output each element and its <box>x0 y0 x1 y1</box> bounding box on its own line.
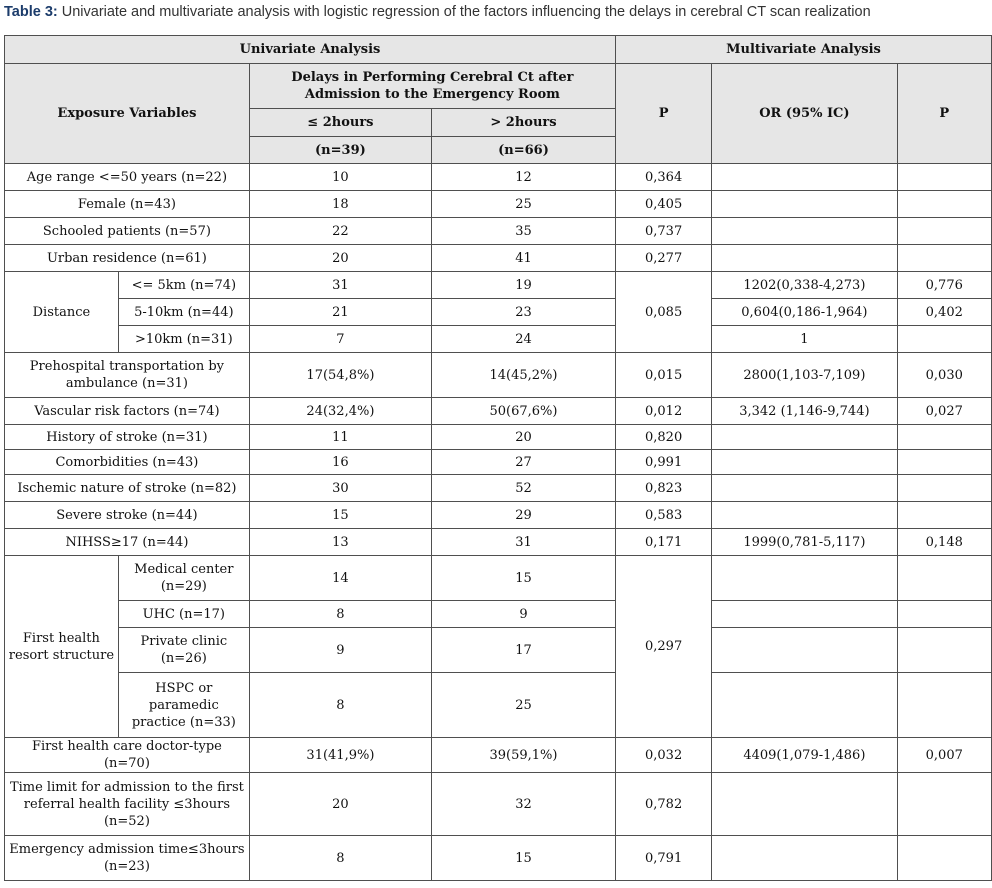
gt-2hours-header: > 2hours <box>432 109 616 137</box>
gt-2hours-cell: 15 <box>432 836 616 881</box>
le-2hours-cell: 8 <box>249 673 431 738</box>
row-label: Time limit for admission to the first referral health facility ≤3hours (n=52) <box>5 773 250 836</box>
p-value-cell: 0,820 <box>616 425 712 450</box>
multivariate-p-cell: 0,402 <box>897 299 991 326</box>
p-value-header: P <box>616 64 712 164</box>
p-value-cell: 0,823 <box>616 475 712 502</box>
odds-ratio-cell <box>712 475 897 502</box>
odds-ratio-cell: 0,604(0,186-1,964) <box>712 299 897 326</box>
gt-2hours-cell: 29 <box>432 502 616 529</box>
le-2hours-cell: 20 <box>249 245 431 272</box>
gt-2hours-cell: 23 <box>432 299 616 326</box>
multivariate-p-cell <box>897 836 991 881</box>
le-2hours-cell: 21 <box>249 299 431 326</box>
gt-2hours-cell: 25 <box>432 191 616 218</box>
row-label: First health care doctor-type (n=70) <box>5 738 250 773</box>
sub-row-label: Private clinic (n=26) <box>118 628 249 673</box>
le-2hours-cell: 8 <box>249 601 431 628</box>
gt-2hours-cell: 19 <box>432 272 616 299</box>
odds-ratio-cell: 2800(1,103-7,109) <box>712 353 897 398</box>
table-caption-text: Univariate and multivariate analysis with logistic regression of the factors influencing the delays in cerebral CT scan realization <box>61 4 871 20</box>
table-row <box>5 836 992 881</box>
table-row <box>5 398 992 425</box>
table-row <box>5 529 992 556</box>
le-2hours-cell: 9 <box>249 628 431 673</box>
multivariate-p-cell <box>897 191 991 218</box>
p-value-cell: 0,277 <box>616 245 712 272</box>
group-label-structure: First health resort structure <box>5 556 119 738</box>
p-value-cell: 0,737 <box>616 218 712 245</box>
univariate-header: Univariate Analysis <box>5 36 616 64</box>
table-row <box>5 475 992 502</box>
table-caption <box>4 2 988 24</box>
multivariate-p-cell <box>897 556 991 601</box>
row-label: Ischemic nature of stroke (n=82) <box>5 475 250 502</box>
p-value-cell: 0,297 <box>616 556 712 738</box>
table-caption-label: Table 3: <box>4 4 58 20</box>
row-label: Vascular risk factors (n=74) <box>5 398 250 425</box>
row-label: Comorbidities (n=43) <box>5 450 250 475</box>
row-label: Urban residence (n=61) <box>5 245 250 272</box>
multivariate-header: Multivariate Analysis <box>616 36 992 64</box>
gt-2hours-cell: 35 <box>432 218 616 245</box>
gt-2hours-cell: 12 <box>432 164 616 191</box>
p-value-cell: 0,782 <box>616 773 712 836</box>
le-2hours-cell: 16 <box>249 450 431 475</box>
row-label: Age range <=50 years (n=22) <box>5 164 250 191</box>
table-row <box>5 425 992 450</box>
p-value-cell: 0,015 <box>616 353 712 398</box>
gt-2hours-cell: 14(45,2%) <box>432 353 616 398</box>
gt-2hours-cell: 25 <box>432 673 616 738</box>
p-value-cell: 0,791 <box>616 836 712 881</box>
gt-2hours-cell: 52 <box>432 475 616 502</box>
le-2hours-cell: 7 <box>249 326 431 353</box>
multivariate-p-cell: 0,148 <box>897 529 991 556</box>
row-label: History of stroke (n=31) <box>5 425 250 450</box>
delays-header: Delays in Performing Cerebral Ct after Admission to the Emergency Room <box>249 64 615 109</box>
sub-row-label: UHC (n=17) <box>118 601 249 628</box>
exposure-variables-header: Exposure Variables <box>5 64 250 164</box>
p-value-cell: 0,405 <box>616 191 712 218</box>
sub-row-label: HSPC or paramedic practice (n=33) <box>118 673 249 738</box>
table-row <box>5 272 992 299</box>
table-row <box>5 673 992 738</box>
row-label: NIHSS≥17 (n=44) <box>5 529 250 556</box>
table-row <box>5 450 992 475</box>
le-2hours-cell: 15 <box>249 502 431 529</box>
gt-2hours-cell: 32 <box>432 773 616 836</box>
le-2hours-cell: 8 <box>249 836 431 881</box>
le-2hours-count: (n=39) <box>249 137 431 164</box>
odds-ratio-cell <box>712 425 897 450</box>
gt-2hours-cell: 9 <box>432 601 616 628</box>
multivariate-p-cell <box>897 218 991 245</box>
gt-2hours-cell: 41 <box>432 245 616 272</box>
p-value-cell: 0,032 <box>616 738 712 773</box>
multivariate-p-cell <box>897 502 991 529</box>
gt-2hours-count: (n=66) <box>432 137 616 164</box>
p-value-cell: 0,085 <box>616 272 712 353</box>
multivariate-p-cell: 0,007 <box>897 738 991 773</box>
odds-ratio-cell: 1 <box>712 326 897 353</box>
multivariate-p-header: P <box>897 64 991 164</box>
multivariate-p-cell: 0,027 <box>897 398 991 425</box>
odds-ratio-cell <box>712 502 897 529</box>
gt-2hours-cell: 27 <box>432 450 616 475</box>
table-row <box>5 628 992 673</box>
header-row-2 <box>5 64 992 109</box>
multivariate-p-cell <box>897 673 991 738</box>
le-2hours-cell: 22 <box>249 218 431 245</box>
multivariate-p-cell <box>897 425 991 450</box>
table-row <box>5 299 992 326</box>
sub-row-label: 5-10km (n=44) <box>118 299 249 326</box>
table-row <box>5 326 992 353</box>
sub-row-label: <= 5km (n=74) <box>118 272 249 299</box>
table-row <box>5 738 992 773</box>
multivariate-p-cell <box>897 164 991 191</box>
odds-ratio-header: OR (95% IC) <box>712 64 897 164</box>
row-label: Female (n=43) <box>5 191 250 218</box>
gt-2hours-cell: 24 <box>432 326 616 353</box>
le-2hours-cell: 10 <box>249 164 431 191</box>
header-row-1 <box>5 36 992 64</box>
p-value-cell: 0,991 <box>616 450 712 475</box>
row-label: Severe stroke (n=44) <box>5 502 250 529</box>
sub-row-label: Medical center (n=29) <box>118 556 249 601</box>
results-table <box>4 35 992 881</box>
group-label-distance: Distance <box>5 272 119 353</box>
gt-2hours-cell: 17 <box>432 628 616 673</box>
gt-2hours-cell: 20 <box>432 425 616 450</box>
le-2hours-cell: 17(54,8%) <box>249 353 431 398</box>
le-2hours-cell: 31(41,9%) <box>249 738 431 773</box>
p-value-cell: 0,364 <box>616 164 712 191</box>
odds-ratio-cell: 4409(1,079-1,486) <box>712 738 897 773</box>
multivariate-p-cell: 0,776 <box>897 272 991 299</box>
multivariate-p-cell: 0,030 <box>897 353 991 398</box>
odds-ratio-cell <box>712 628 897 673</box>
odds-ratio-cell <box>712 673 897 738</box>
table-row <box>5 191 992 218</box>
le-2hours-cell: 11 <box>249 425 431 450</box>
odds-ratio-cell <box>712 556 897 601</box>
le-2hours-cell: 31 <box>249 272 431 299</box>
p-value-cell: 0,171 <box>616 529 712 556</box>
gt-2hours-cell: 39(59,1%) <box>432 738 616 773</box>
multivariate-p-cell <box>897 326 991 353</box>
le-2hours-cell: 18 <box>249 191 431 218</box>
odds-ratio-cell <box>712 218 897 245</box>
table-row <box>5 164 992 191</box>
le-2hours-cell: 14 <box>249 556 431 601</box>
table-row <box>5 773 992 836</box>
le-2hours-cell: 13 <box>249 529 431 556</box>
gt-2hours-cell: 31 <box>432 529 616 556</box>
odds-ratio-cell: 1999(0,781-5,117) <box>712 529 897 556</box>
multivariate-p-cell <box>897 628 991 673</box>
table-row <box>5 502 992 529</box>
gt-2hours-cell: 50(67,6%) <box>432 398 616 425</box>
row-label: Emergency admission time≤3hours (n=23) <box>5 836 250 881</box>
odds-ratio-cell <box>712 164 897 191</box>
row-label: Prehospital transportation by ambulance (n=31) <box>5 353 250 398</box>
odds-ratio-cell <box>712 450 897 475</box>
table-row <box>5 353 992 398</box>
le-2hours-cell: 24(32,4%) <box>249 398 431 425</box>
table-row <box>5 556 992 601</box>
multivariate-p-cell <box>897 601 991 628</box>
odds-ratio-cell: 1202(0,338-4,273) <box>712 272 897 299</box>
multivariate-p-cell <box>897 475 991 502</box>
multivariate-p-cell <box>897 773 991 836</box>
table-row <box>5 218 992 245</box>
odds-ratio-cell: 3,342 (1,146-9,744) <box>712 398 897 425</box>
le-2hours-cell: 30 <box>249 475 431 502</box>
odds-ratio-cell <box>712 245 897 272</box>
p-value-cell: 0,012 <box>616 398 712 425</box>
odds-ratio-cell <box>712 601 897 628</box>
row-label: Schooled patients (n=57) <box>5 218 250 245</box>
le-2hours-cell: 20 <box>249 773 431 836</box>
multivariate-p-cell <box>897 245 991 272</box>
sub-row-label: >10km (n=31) <box>118 326 249 353</box>
odds-ratio-cell <box>712 836 897 881</box>
odds-ratio-cell <box>712 191 897 218</box>
le-2hours-header: ≤ 2hours <box>249 109 431 137</box>
table-row <box>5 601 992 628</box>
p-value-cell: 0,583 <box>616 502 712 529</box>
table-row <box>5 245 992 272</box>
gt-2hours-cell: 15 <box>432 556 616 601</box>
multivariate-p-cell <box>897 450 991 475</box>
odds-ratio-cell <box>712 773 897 836</box>
